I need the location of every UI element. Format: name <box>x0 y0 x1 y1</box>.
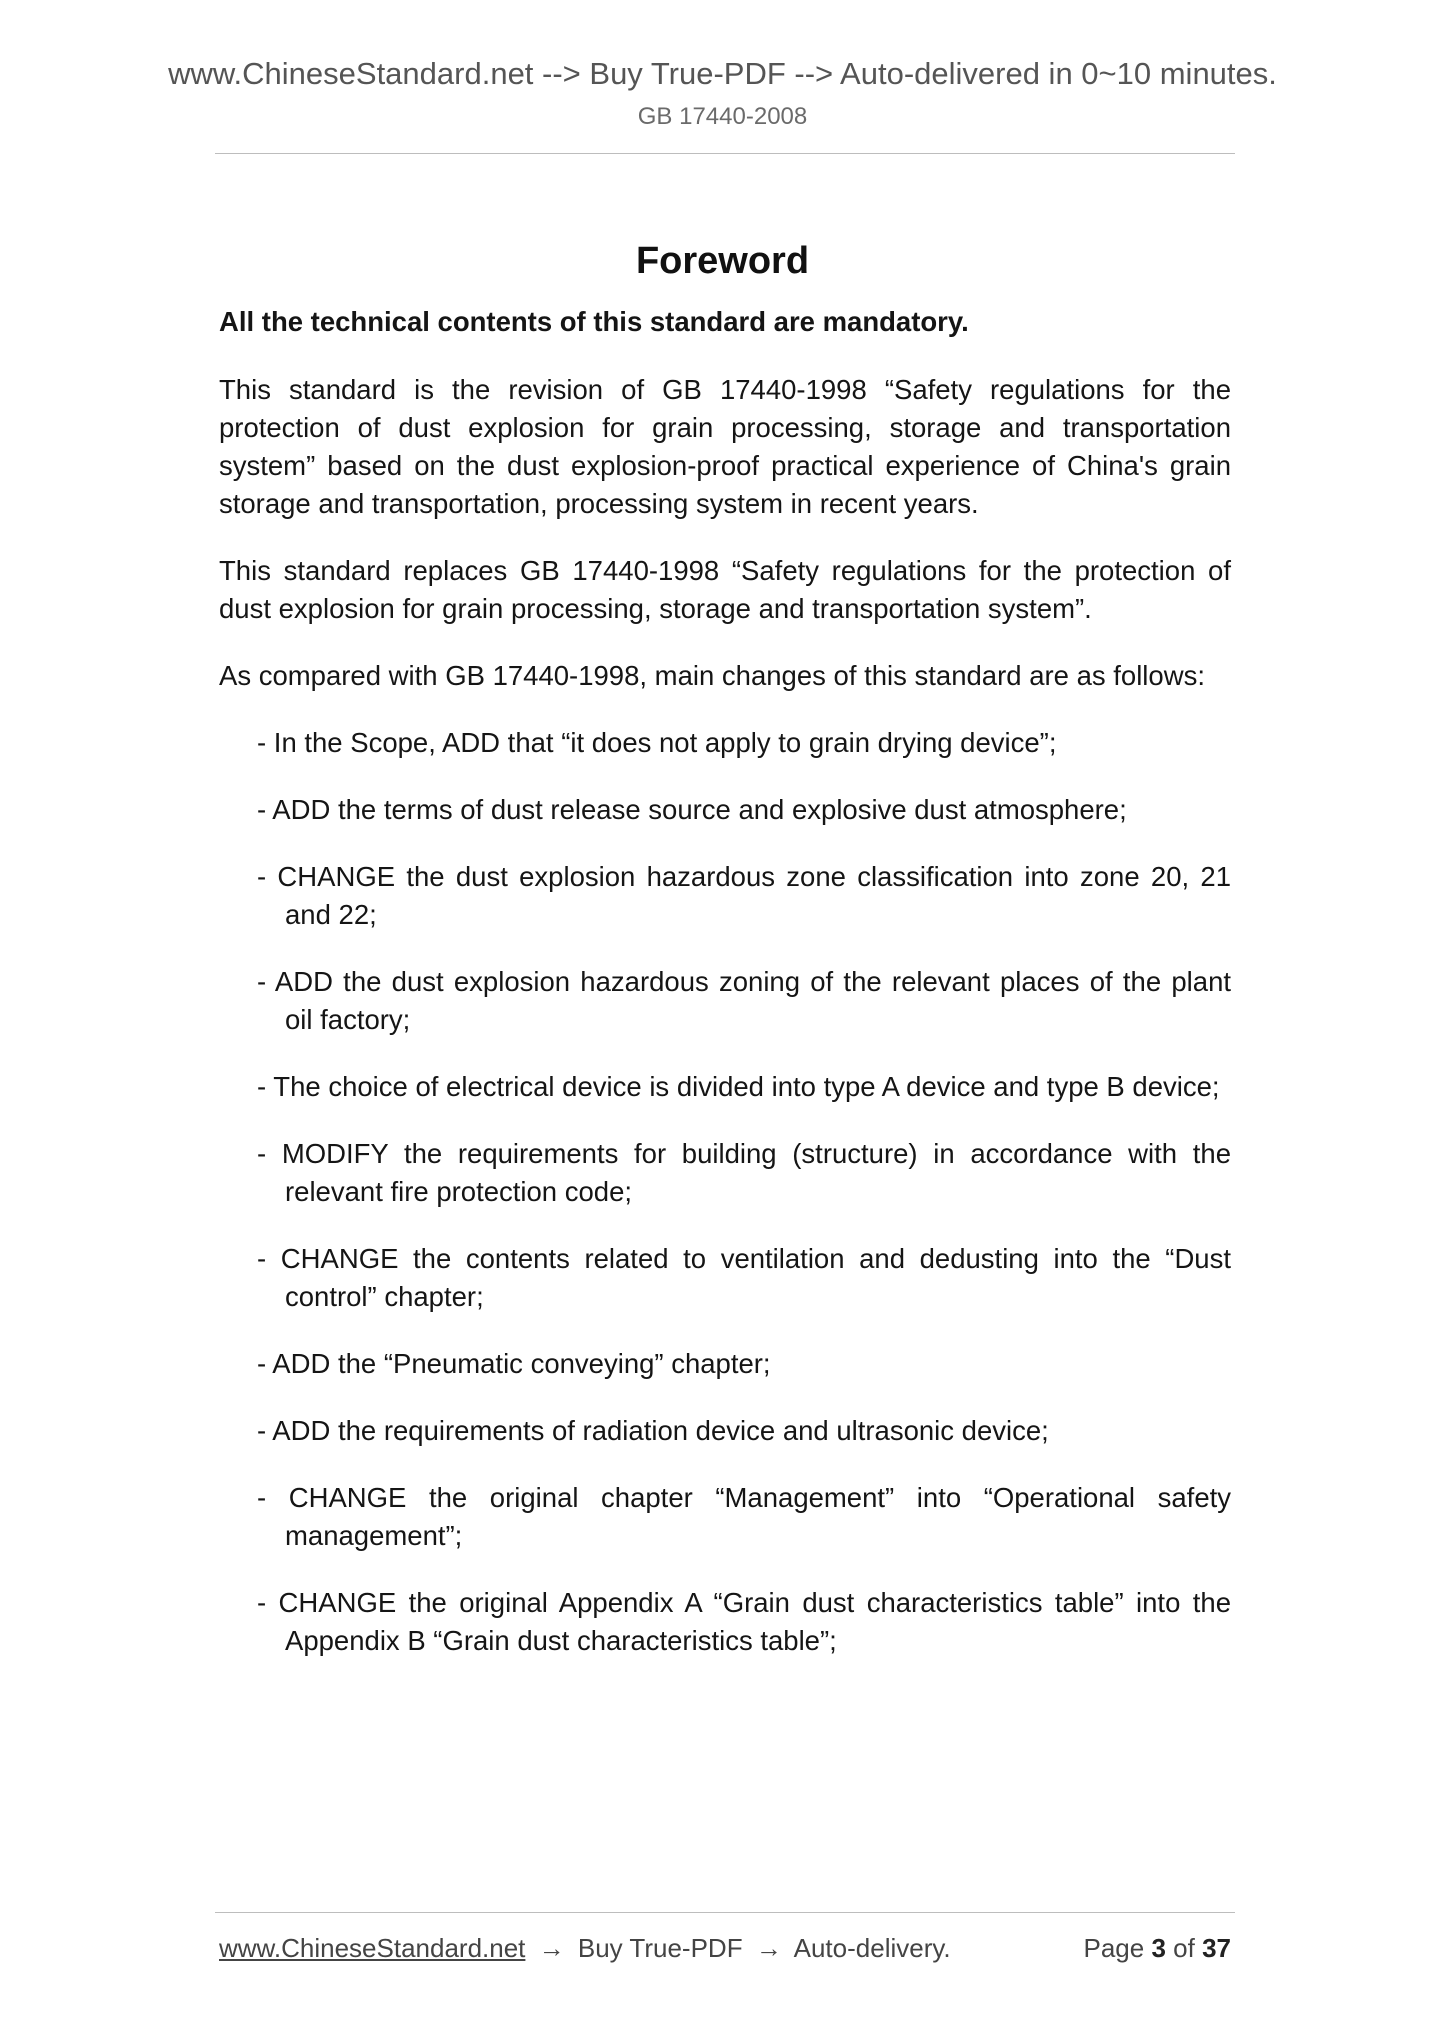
change-item: - CHANGE the original chapter “Management” into “Operational safety management”; <box>257 1482 1231 1551</box>
header-divider <box>215 153 1235 154</box>
changes-list <box>219 724 1231 1660</box>
change-item: - ADD the terms of dust release source and explosive dust atmosphere; <box>257 794 1127 825</box>
page-of: of <box>1173 1933 1195 1963</box>
change-item: - ADD the dust explosion hazardous zoning of the relevant places of the plant oil factory; <box>257 966 1231 1035</box>
change-item: - CHANGE the dust explosion hazardous zone classification into zone 20, 21 and 22; <box>257 861 1231 930</box>
paragraph-revision: This standard is the revision of GB 17440-1998 “Safety regulations for the protection of dust explosion for grain processing, storage and transportation system” based on the dust explosion-proof practical experience of China's grain storage and transportation, processing system in recent years. <box>219 374 1231 519</box>
page-total: 37 <box>1202 1933 1231 1963</box>
footer-divider <box>215 1912 1235 1913</box>
page-footer <box>219 1930 1231 1966</box>
arrow-right-icon: → <box>755 1933 782 1963</box>
change-item: - MODIFY the requirements for building (structure) in accordance with the relevant fire protection code; <box>257 1138 1231 1207</box>
delivery-text: Auto-delivery. <box>793 1933 951 1963</box>
change-item: - In the Scope, ADD that “it does not apply to grain drying device”; <box>257 727 1057 758</box>
change-item: - ADD the requirements of radiation device and ultrasonic device; <box>257 1415 1049 1446</box>
change-item: - The choice of electrical device is divided into type A device and type B device; <box>257 1071 1220 1102</box>
page-title: Foreword <box>635 240 810 283</box>
foreword-body <box>219 303 1231 1689</box>
page-number <box>1083 1930 1231 1966</box>
site-link[interactable]: www.ChineseStandard.net <box>219 1933 526 1963</box>
change-item: - CHANGE the original Appendix A “Grain dust characteristics table” into the Appendix B “Grain dust characteristics table”; <box>257 1587 1231 1656</box>
change-item: - CHANGE the contents related to ventilation and dedusting into the “Dust control” chapter; <box>257 1243 1231 1312</box>
paragraph-changes-intro: As compared with GB 17440-1998, main changes of this standard are as follows: <box>219 660 1205 691</box>
arrow-right-icon: → <box>538 1933 565 1963</box>
document-code: GB 17440-2008 <box>637 103 808 130</box>
change-item: - ADD the “Pneumatic conveying” chapter; <box>257 1348 771 1379</box>
footer-promo <box>219 1930 951 1966</box>
paragraph-replaces: This standard replaces GB 17440-1998 “Safety regulations for the protection of dust explosion for grain processing, storage and transportation system”. <box>219 555 1231 624</box>
page-label: Page <box>1083 1933 1145 1963</box>
site-banner: www.ChineseStandard.net --> Buy True-PDF --> Auto-delivered in 0~10 minutes. <box>168 56 1277 91</box>
page-current: 3 <box>1151 1933 1166 1963</box>
buy-text: Buy True-PDF <box>577 1933 743 1963</box>
mandatory-statement: All the technical contents of this standard are mandatory. <box>219 306 969 337</box>
